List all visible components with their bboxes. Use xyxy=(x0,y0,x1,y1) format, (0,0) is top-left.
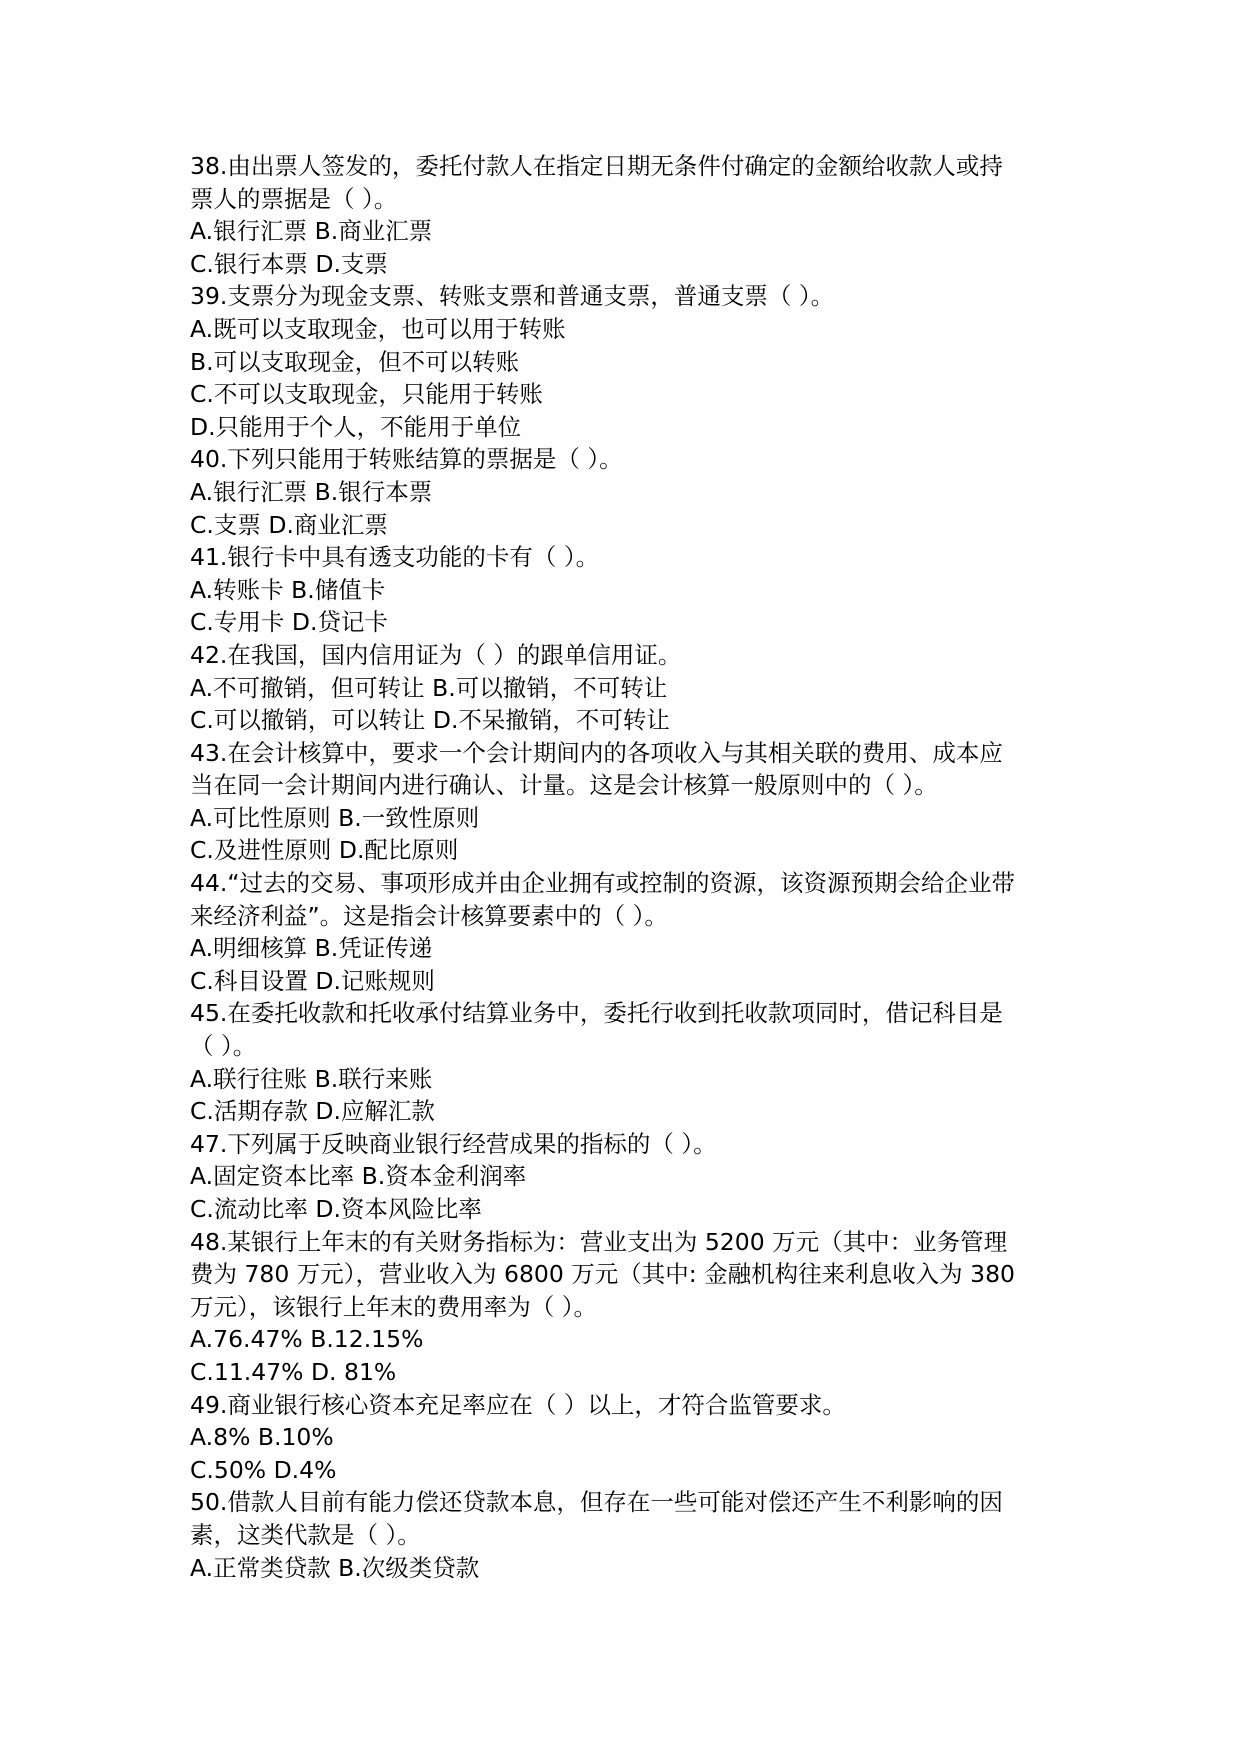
text-line: C.科目设置 D.记账规则 xyxy=(190,966,435,995)
text-line: 来经济利益”。这是指会计核算要素中的（ ）。 xyxy=(190,901,668,930)
text-line: A.固定资本比率 B.资本金利润率 xyxy=(190,1162,527,1191)
text-line: C.流动比率 D.资本风险比率 xyxy=(190,1195,482,1223)
text-line: 当在同一会计期间内进行确认、计量。这是会计核算一般原则中的（ ）。 xyxy=(190,771,938,800)
text-line: A.不可撤销，但可转让 B.可以撤销，不可转让 xyxy=(190,673,668,702)
text-line: A.8% B.10% xyxy=(190,1423,334,1452)
text-line: A.可比性原则 B.一致性原则 xyxy=(190,803,480,832)
text-line: 38.由出票人签发的，委托付款人在指定日期无条件付确定的金额给收款人或持 xyxy=(190,152,1003,180)
text-line: C.专用卡 D.贷记卡 xyxy=(190,608,388,637)
text-line: 47.下列属于反映商业银行经营成果的指标的（ ）。 xyxy=(190,1129,717,1158)
text-line: 42.在我国，国内信用证为（ ）的跟单信用证。 xyxy=(190,640,682,669)
text-line: A.联行往账 B.联行来账 xyxy=(190,1064,433,1093)
text-line: C.支票 D.商业汇票 xyxy=(190,510,388,539)
text-line: C.不可以支取现金，只能用于转账 xyxy=(190,380,543,409)
text-line: 费为 780 万元），营业收入为 6800 万元（其中: 金融机构往来利息收入为 380 xyxy=(190,1260,1016,1289)
text-line: 43.在会计核算中，要求一个会计期间内的各项收入与其相关联的费用、成本应 xyxy=(190,738,1003,767)
text-line: A.银行汇票 B.商业汇票 xyxy=(190,217,433,246)
text-line: 41.银行卡中具有透支功能的卡有（ ）。 xyxy=(190,543,600,572)
text-line: C.11.47% D. 81% xyxy=(190,1357,397,1386)
text-line: B.可以支取现金，但不可以转账 xyxy=(190,347,520,376)
text-line: 45.在委托收款和托收承付结算业务中，委托行收到托收款项同时，借记科目是 xyxy=(190,999,1003,1028)
text-line: A.既可以支取现金，也可以用于转账 xyxy=(190,314,566,343)
text-line: 40.下列只能用于转账结算的票据是（ ）。 xyxy=(190,445,623,474)
text-line: C.活期存款 D.应解汇款 xyxy=(190,1097,435,1126)
text-line: A.76.47% B.12.15% xyxy=(190,1325,424,1354)
text-line: C.银行本票 D.支票 xyxy=(190,249,388,278)
text-line: A.转账卡 B.储值卡 xyxy=(190,575,386,604)
text-line: 44.“过去的交易、事项形成并由企业拥有或控制的资源，该资源预期会给企业带 xyxy=(190,869,1016,898)
text-line: 50.借款人目前有能力偿还贷款本息，但存在一些可能对偿还产生不利影响的因 xyxy=(190,1488,1003,1517)
text-line: 39.支票分为现金支票、转账支票和普通支票，普通支票（ ）。 xyxy=(190,282,835,311)
text-line: C.及进性原则 D.配比原则 xyxy=(190,836,459,865)
text-line: C.50% D.4% xyxy=(190,1455,337,1484)
text-line: C.可以撤销，可以转让 D.不呆撤销，不可转让 xyxy=(190,706,670,735)
text-line: 票人的票据是（ ）。 xyxy=(190,184,398,213)
document-body xyxy=(190,150,1070,1584)
text-line: 素，这类代款是（ ）。 xyxy=(190,1520,421,1549)
text-line: A.银行汇票 B.银行本票 xyxy=(190,477,433,506)
text-line: （ ）。 xyxy=(190,1032,257,1061)
text-line: 48.某银行上年末的有关财务指标为：营业支出为 5200 万元（其中：业务管理 xyxy=(190,1227,1008,1256)
text-line: A.正常类贷款 B.次级类贷款 xyxy=(190,1553,480,1582)
text-line: 万元），该银行上年末的费用率为（ ）。 xyxy=(190,1292,597,1321)
text-line: D.只能用于个人，不能用于单位 xyxy=(190,412,522,441)
text-line: A.明细核算 B.凭证传递 xyxy=(190,934,433,963)
text-line: 49.商业银行核心资本充足率应在（ ）以上，才符合监管要求。 xyxy=(190,1390,846,1419)
